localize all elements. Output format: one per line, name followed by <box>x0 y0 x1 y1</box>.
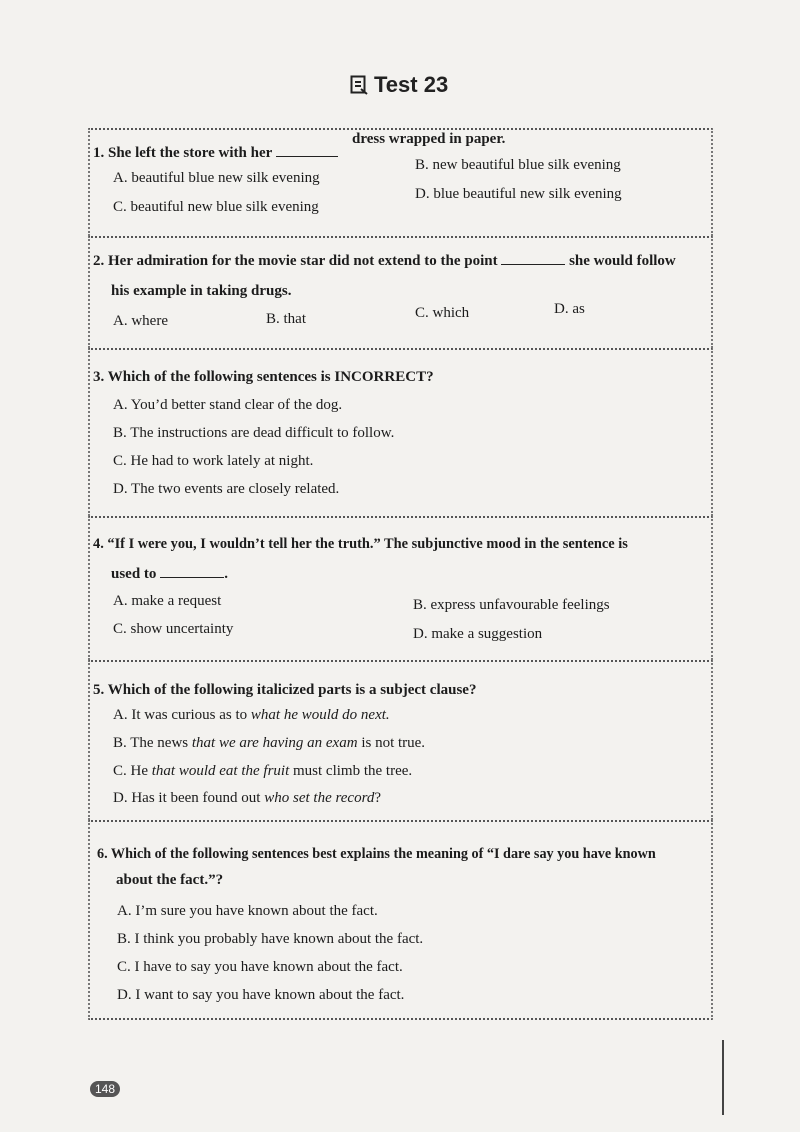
question-4-option-a: A. make a request <box>113 593 222 609</box>
document-icon <box>350 75 368 95</box>
question-2-option-a: A. where <box>113 313 168 329</box>
question-1-option-c: C. beautiful new blue silk evening <box>113 199 319 215</box>
question-1-stem-end: dress wrapped in paper. <box>352 131 506 147</box>
question-4-option-d: D. make a suggestion <box>413 626 543 642</box>
question-4-stem-line2: used to . <box>111 566 228 582</box>
question-5-option-b: B. The news that we are having an exam is not true. <box>113 735 426 751</box>
question-2-stem: 2. Her admiration for the movie star did not extend to the point she would follow <box>93 253 676 269</box>
question-5-option-c: C. He that would eat the fruit must climb the tree. <box>113 763 413 779</box>
question-5-option-d: D. Has it been found out who set the record? <box>113 790 382 806</box>
question-1-option-a: A. beautiful blue new silk evening <box>113 170 320 186</box>
question-6-option-b: B. I think you probably have known about the fact. <box>117 931 424 947</box>
question-2-stem-line2: his example in taking drugs. <box>111 283 292 299</box>
answer-blank <box>501 252 565 265</box>
question-6-option-d: D. I want to say you have known about the fact. <box>117 987 405 1003</box>
test-title <box>350 72 448 98</box>
question-3-option-c: C. He had to work lately at night. <box>113 453 314 469</box>
page-number: 148 <box>90 1081 120 1097</box>
question-4-stem: 4. “If I were you, I wouldn’t tell her the truth.” The subjunctive mood in the sentence is <box>93 536 628 552</box>
question-3-stem: 3. Which of the following sentences is INCORRECT? <box>93 369 434 385</box>
test-title-text: Test 23 <box>374 72 449 97</box>
question-6-option-a: A. I’m sure you have known about the fact. <box>117 903 378 919</box>
question-6-option-c: C. I have to say you have known about the fact. <box>117 959 403 975</box>
question-6-stem-line2: about the fact.”? <box>116 872 224 888</box>
question-2-option-d: D. as <box>554 301 585 317</box>
question-4-option-c: C. show uncertainty <box>113 621 234 637</box>
answer-blank <box>160 565 224 578</box>
answer-blank <box>276 144 338 157</box>
question-1-option-d: D. blue beautiful new silk evening <box>415 186 622 202</box>
question-3-option-b: B. The instructions are dead difficult to follow. <box>113 425 395 441</box>
question-4-option-b: B. express unfavourable feelings <box>413 597 610 613</box>
question-3-option-d: D. The two events are closely related. <box>113 481 340 497</box>
question-2-option-b: B. that <box>266 311 306 327</box>
question-3-option-a: A. You’d better stand clear of the dog. <box>113 397 343 413</box>
question-1-option-b: B. new beautiful blue silk evening <box>415 157 621 173</box>
margin-rule <box>722 1040 724 1115</box>
question-5-option-a: A. It was curious as to what he would do next. <box>113 707 390 723</box>
question-6-stem: 6. Which of the following sentences best explains the meaning of “I dare say you have known <box>97 846 656 862</box>
question-2-option-c: C. which <box>415 305 470 321</box>
question-1-stem: 1. She left the store with her <box>93 144 338 162</box>
question-5-stem: 5. Which of the following italicized parts is a subject clause? <box>93 682 477 698</box>
